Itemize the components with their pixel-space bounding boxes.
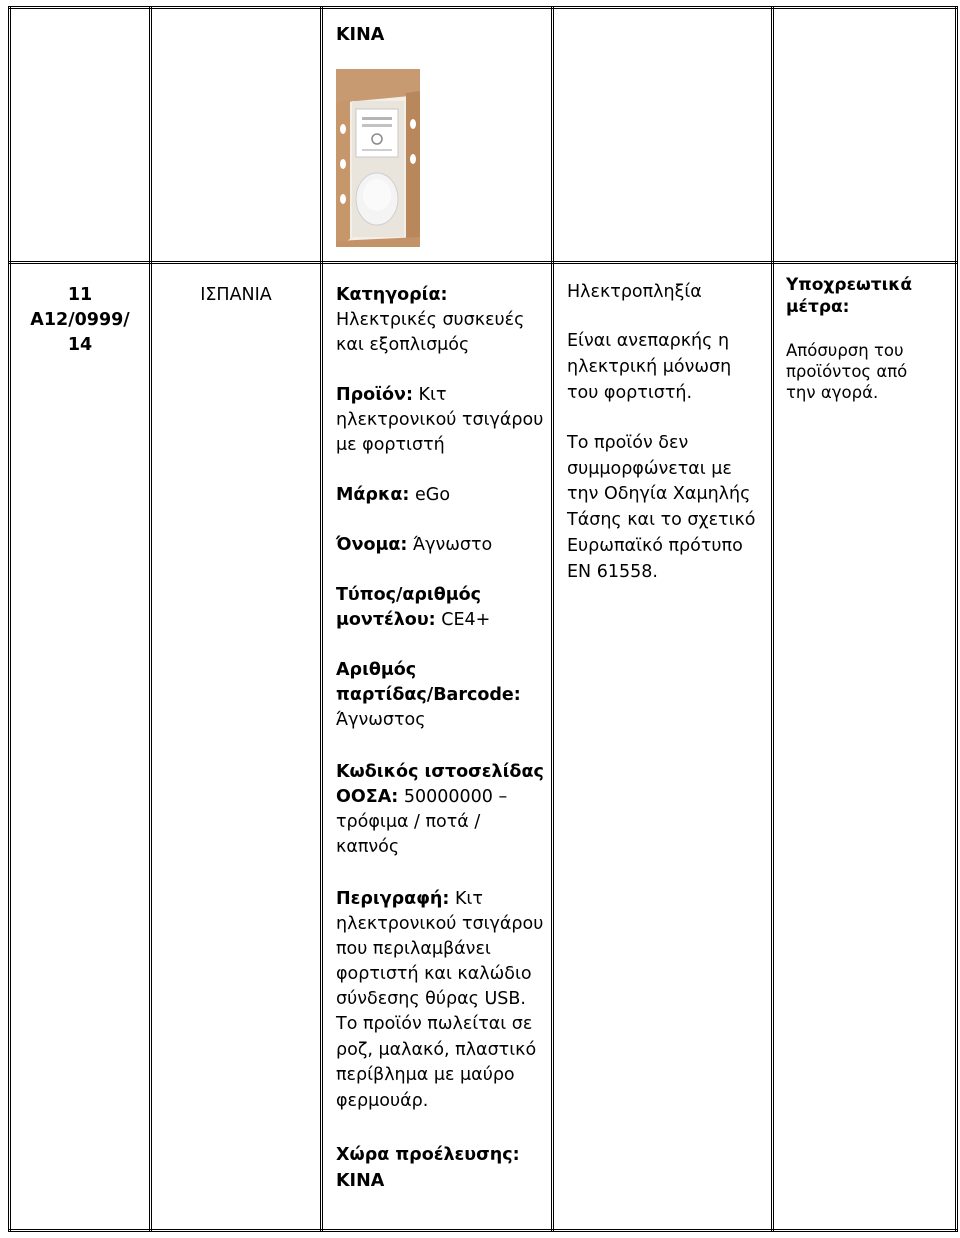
risk-text-line7: Τάσης και το σχετικό <box>567 510 756 530</box>
product-line1 <box>336 383 446 409</box>
product-value-line3: με φορτιστή <box>336 435 445 455</box>
product-value-line1: Κιτ <box>418 385 447 405</box>
description-line1 <box>336 887 483 913</box>
risk-text-line3: του φορτιστή. <box>567 383 693 403</box>
measures-label-line1: Υποχρεωτικά <box>786 275 913 295</box>
batch-value: Άγνωστος <box>336 710 426 730</box>
product-label: Προϊόν: <box>336 385 413 405</box>
table-border-left <box>8 6 11 1232</box>
oecd-line2 <box>336 785 507 811</box>
category-label: Κατηγορία: <box>336 285 448 305</box>
oecd-label-line1: Κωδικός ιστοσελίδας <box>336 762 544 782</box>
measures-value-line3: την αγορά. <box>786 383 879 402</box>
description-value-line4: φορτιστή και καλώδιο <box>336 964 532 984</box>
batch-label-line1: Αριθμός <box>336 660 417 680</box>
risk-text-line8: Ευρωπαϊκό πρότυπο <box>567 536 743 556</box>
risk-text-line9: EN 61558. <box>567 562 658 582</box>
alert-number: 11 <box>67 285 93 305</box>
description-value-line5: σύνδεσης θύρας USB. <box>336 989 526 1009</box>
column-divider-3 <box>551 6 554 1232</box>
oecd-value-line2: τρόφιμα / ποτά / <box>336 812 481 832</box>
table-border-bottom <box>8 1229 958 1232</box>
origin-value: ΚΙΝΑ <box>336 1171 385 1191</box>
oecd-value-line3: καπνός <box>336 837 400 857</box>
oecd-value-line1: 50000000 – <box>403 787 508 807</box>
description-value-line8: περίβλημα με μαύρο <box>336 1065 515 1085</box>
description-value-line1: Κιτ <box>454 889 483 909</box>
name-label: Όνομα: <box>336 535 408 555</box>
risk-text-line4: Το προϊόν δεν <box>567 433 689 453</box>
notifying-country: ΙΣΠΑΝΙΑ <box>200 285 272 305</box>
name-value: Άγνωστο <box>413 535 493 555</box>
category-value-line1: Ηλεκτρικές συσκευές <box>336 310 525 330</box>
column-divider-1 <box>149 6 152 1232</box>
row-divider <box>8 261 958 264</box>
model-line2 <box>336 608 490 634</box>
oecd-label-line2: ΟΟΣΑ: <box>336 787 399 807</box>
model-value: CE4+ <box>441 610 491 630</box>
name-line <box>336 533 492 559</box>
table-border-right <box>955 6 958 1232</box>
product-value-line2: ηλεκτρονικού τσιγάρου <box>336 410 544 430</box>
description-value-line9: φερμουάρ. <box>336 1091 429 1111</box>
category-value-line2: και εξοπλισμός <box>336 335 470 355</box>
brand-label: Μάρκα: <box>336 485 410 505</box>
risk-text-line5: συμμορφώνεται με <box>567 459 732 479</box>
brand-value: eGo <box>415 485 451 505</box>
measures-value-line1: Απόσυρση του <box>786 341 904 360</box>
risk-type: Ηλεκτροπληξία <box>567 282 702 302</box>
model-label-line2: μοντέλου: <box>336 610 436 630</box>
column-divider-2 <box>320 6 323 1232</box>
risk-text-line2: ηλεκτρική μόνωση <box>567 357 732 377</box>
risk-text-line1: Είναι ανεπαρκής η <box>567 331 730 351</box>
brand-line <box>336 483 450 509</box>
alert-reference-line1: A12/0999/ <box>30 310 130 330</box>
description-value-line6: Το προϊόν πωλείται σε <box>336 1014 533 1034</box>
previous-origin-value: ΚΙΝΑ <box>336 25 385 45</box>
description-value-line3: που περιλαμβάνει <box>336 939 491 959</box>
risk-text-line6: την Οδηγία Χαμηλής <box>567 484 751 504</box>
description-value-line7: ροζ, μαλακό, πλαστικό <box>336 1040 537 1060</box>
description-label: Περιγραφή: <box>336 889 450 909</box>
measures-value-line2: προϊόντος από <box>786 362 908 381</box>
model-label-line1: Τύπος/αριθμός <box>336 585 482 605</box>
alert-reference-line2: 14 <box>67 335 93 355</box>
column-divider-4 <box>771 6 774 1232</box>
table-border-top <box>8 6 958 9</box>
origin-label: Χώρα προέλευσης: <box>336 1145 520 1165</box>
product-box-illustration <box>336 69 420 247</box>
measures-label-line2: μέτρα: <box>786 297 850 317</box>
product-photo <box>336 69 420 247</box>
description-value-line2: ηλεκτρονικού τσιγάρου <box>336 914 544 934</box>
batch-label-line2: παρτίδας/Barcode: <box>336 685 521 705</box>
